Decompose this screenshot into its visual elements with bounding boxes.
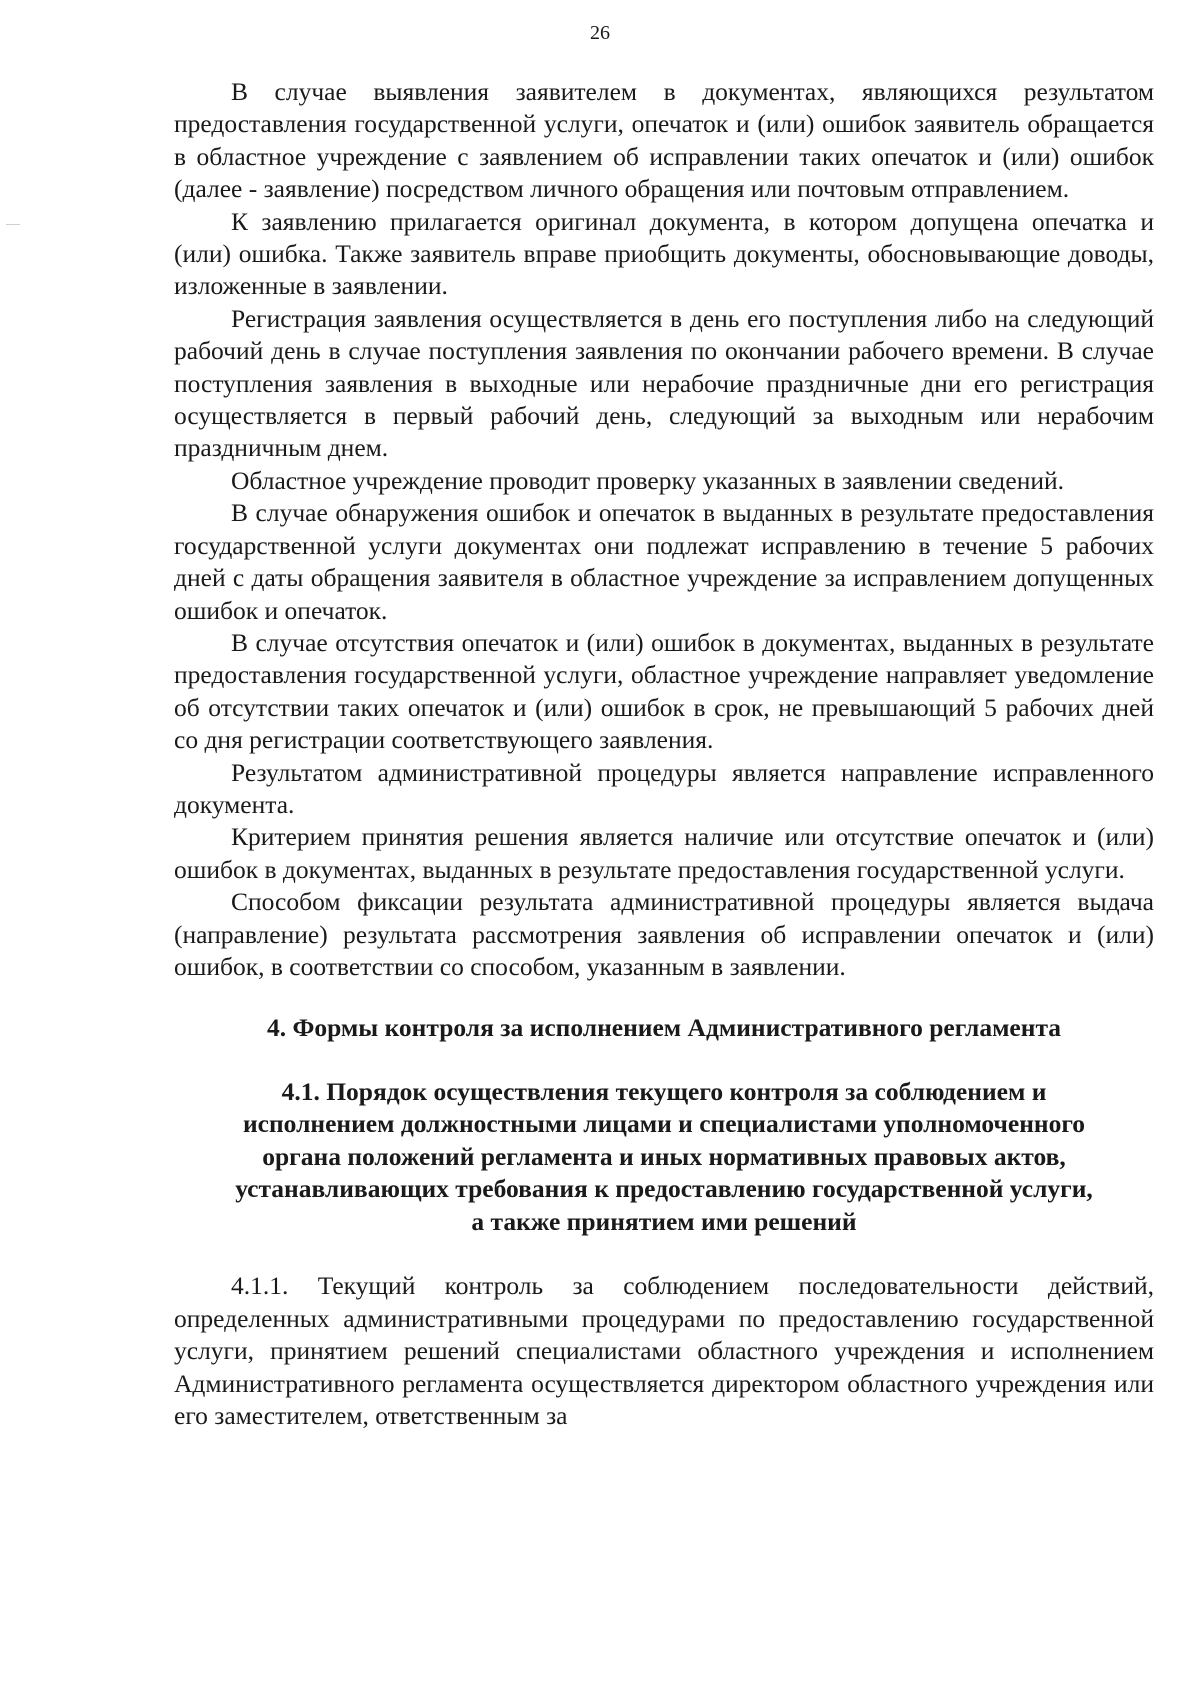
subsection-heading: [174, 1076, 1154, 1239]
subsection-heading-line: исполнением должностными лицами и специалистами уполномоченного: [242, 1109, 1086, 1139]
page-number: 26: [590, 22, 610, 44]
paragraph-decision-criterion: Критерием принятия решения является наличие или отсутствие опечаток и (или) ошибок в документах, выданных в результате предоставления государственной услуги.: [174, 822, 1154, 884]
paragraph-fixation-method: Способом фиксации результата административной процедуры является выдача (направление) результата рассмотрения заявления об исправлении опечаток и (или) ошибок, в соответствии со способом, указанным в заявлении.: [174, 887, 1154, 981]
paragraph-error-request: В случае выявления заявителем в документах, являющихся результатом предоставления государственной услуги, опечаток и (или) ошибок заявитель обращается в областное учреждение с заявлением об исправлении таких опечаток и (или) ошибок (далее - заявление) посредством личного обращения или почтовым отправлением.: [174, 77, 1154, 204]
paragraph-current-control: 4.1.1. Текущий контроль за соблюдением последовательности действий, определенных административными процедурами по предоставлению государственной услуги, принятием решений специалистами областного учреждения и исполнением Административного регламента осуществляется директором областного учреждения или его заместителем, ответственным за: [174, 1271, 1154, 1430]
paragraph-attachment: К заявлению прилагается оригинал документа, в котором допущена опечатка и (или) ошибка. Также заявитель вправе приобщить документы, обосновывающие доводы, изложенные в заявлении.: [174, 206, 1154, 301]
subsection-heading-line: устанавливающих требования к предоставлению государственной услуги,: [235, 1174, 1093, 1204]
subsection-heading-line: 4.1. Порядок осуществления текущего контроля за соблюдением и: [281, 1076, 1047, 1106]
paragraph-verification: Областное учреждение проводит проверку указанных в заявлении сведений.: [231, 465, 1065, 495]
subsection-heading-line: а также принятием ими решений: [471, 1206, 857, 1236]
paragraph-no-errors-notice: В случае отсутствия опечаток и (или) ошибок в документах, выданных в результате предоставления государственной услуги, областное учреждение направляет уведомление об отсутствии таких опечаток и (или) ошибок в срок, не превышающий 5 рабочих дней со дня регистрации соответствующего заявления.: [174, 627, 1154, 755]
paragraph-registration: Регистрация заявления осуществляется в день его поступления либо на следующий рабочий день в случае поступления заявления по окончании рабочего времени. В случае поступления заявления в выходные или нерабочие праздничные дни его регистрация осуществляется в первый рабочий день, следующий за выходным или нерабочим праздничным днем.: [174, 303, 1154, 463]
paragraph-procedure-result: Результатом административной процедуры является направление исправленного документа.: [174, 757, 1154, 819]
section-heading: 4. Формы контроля за исполнением Административного регламента: [266, 1013, 1062, 1043]
paragraph-correction-term: В случае обнаружения ошибок и опечаток в выданных в результате предоставления государственной услуги документах они подлежат исправлению в течение 5 рабочих дней с даты обращения заявителя в областное учреждение за исправлением допущенных ошибок и опечаток.: [174, 498, 1154, 625]
subsection-heading-line: органа положений регламента и иных нормативных правовых актов,: [262, 1141, 1066, 1171]
scan-margin-mark: [6, 224, 20, 225]
document-body: [174, 76, 1154, 1432]
